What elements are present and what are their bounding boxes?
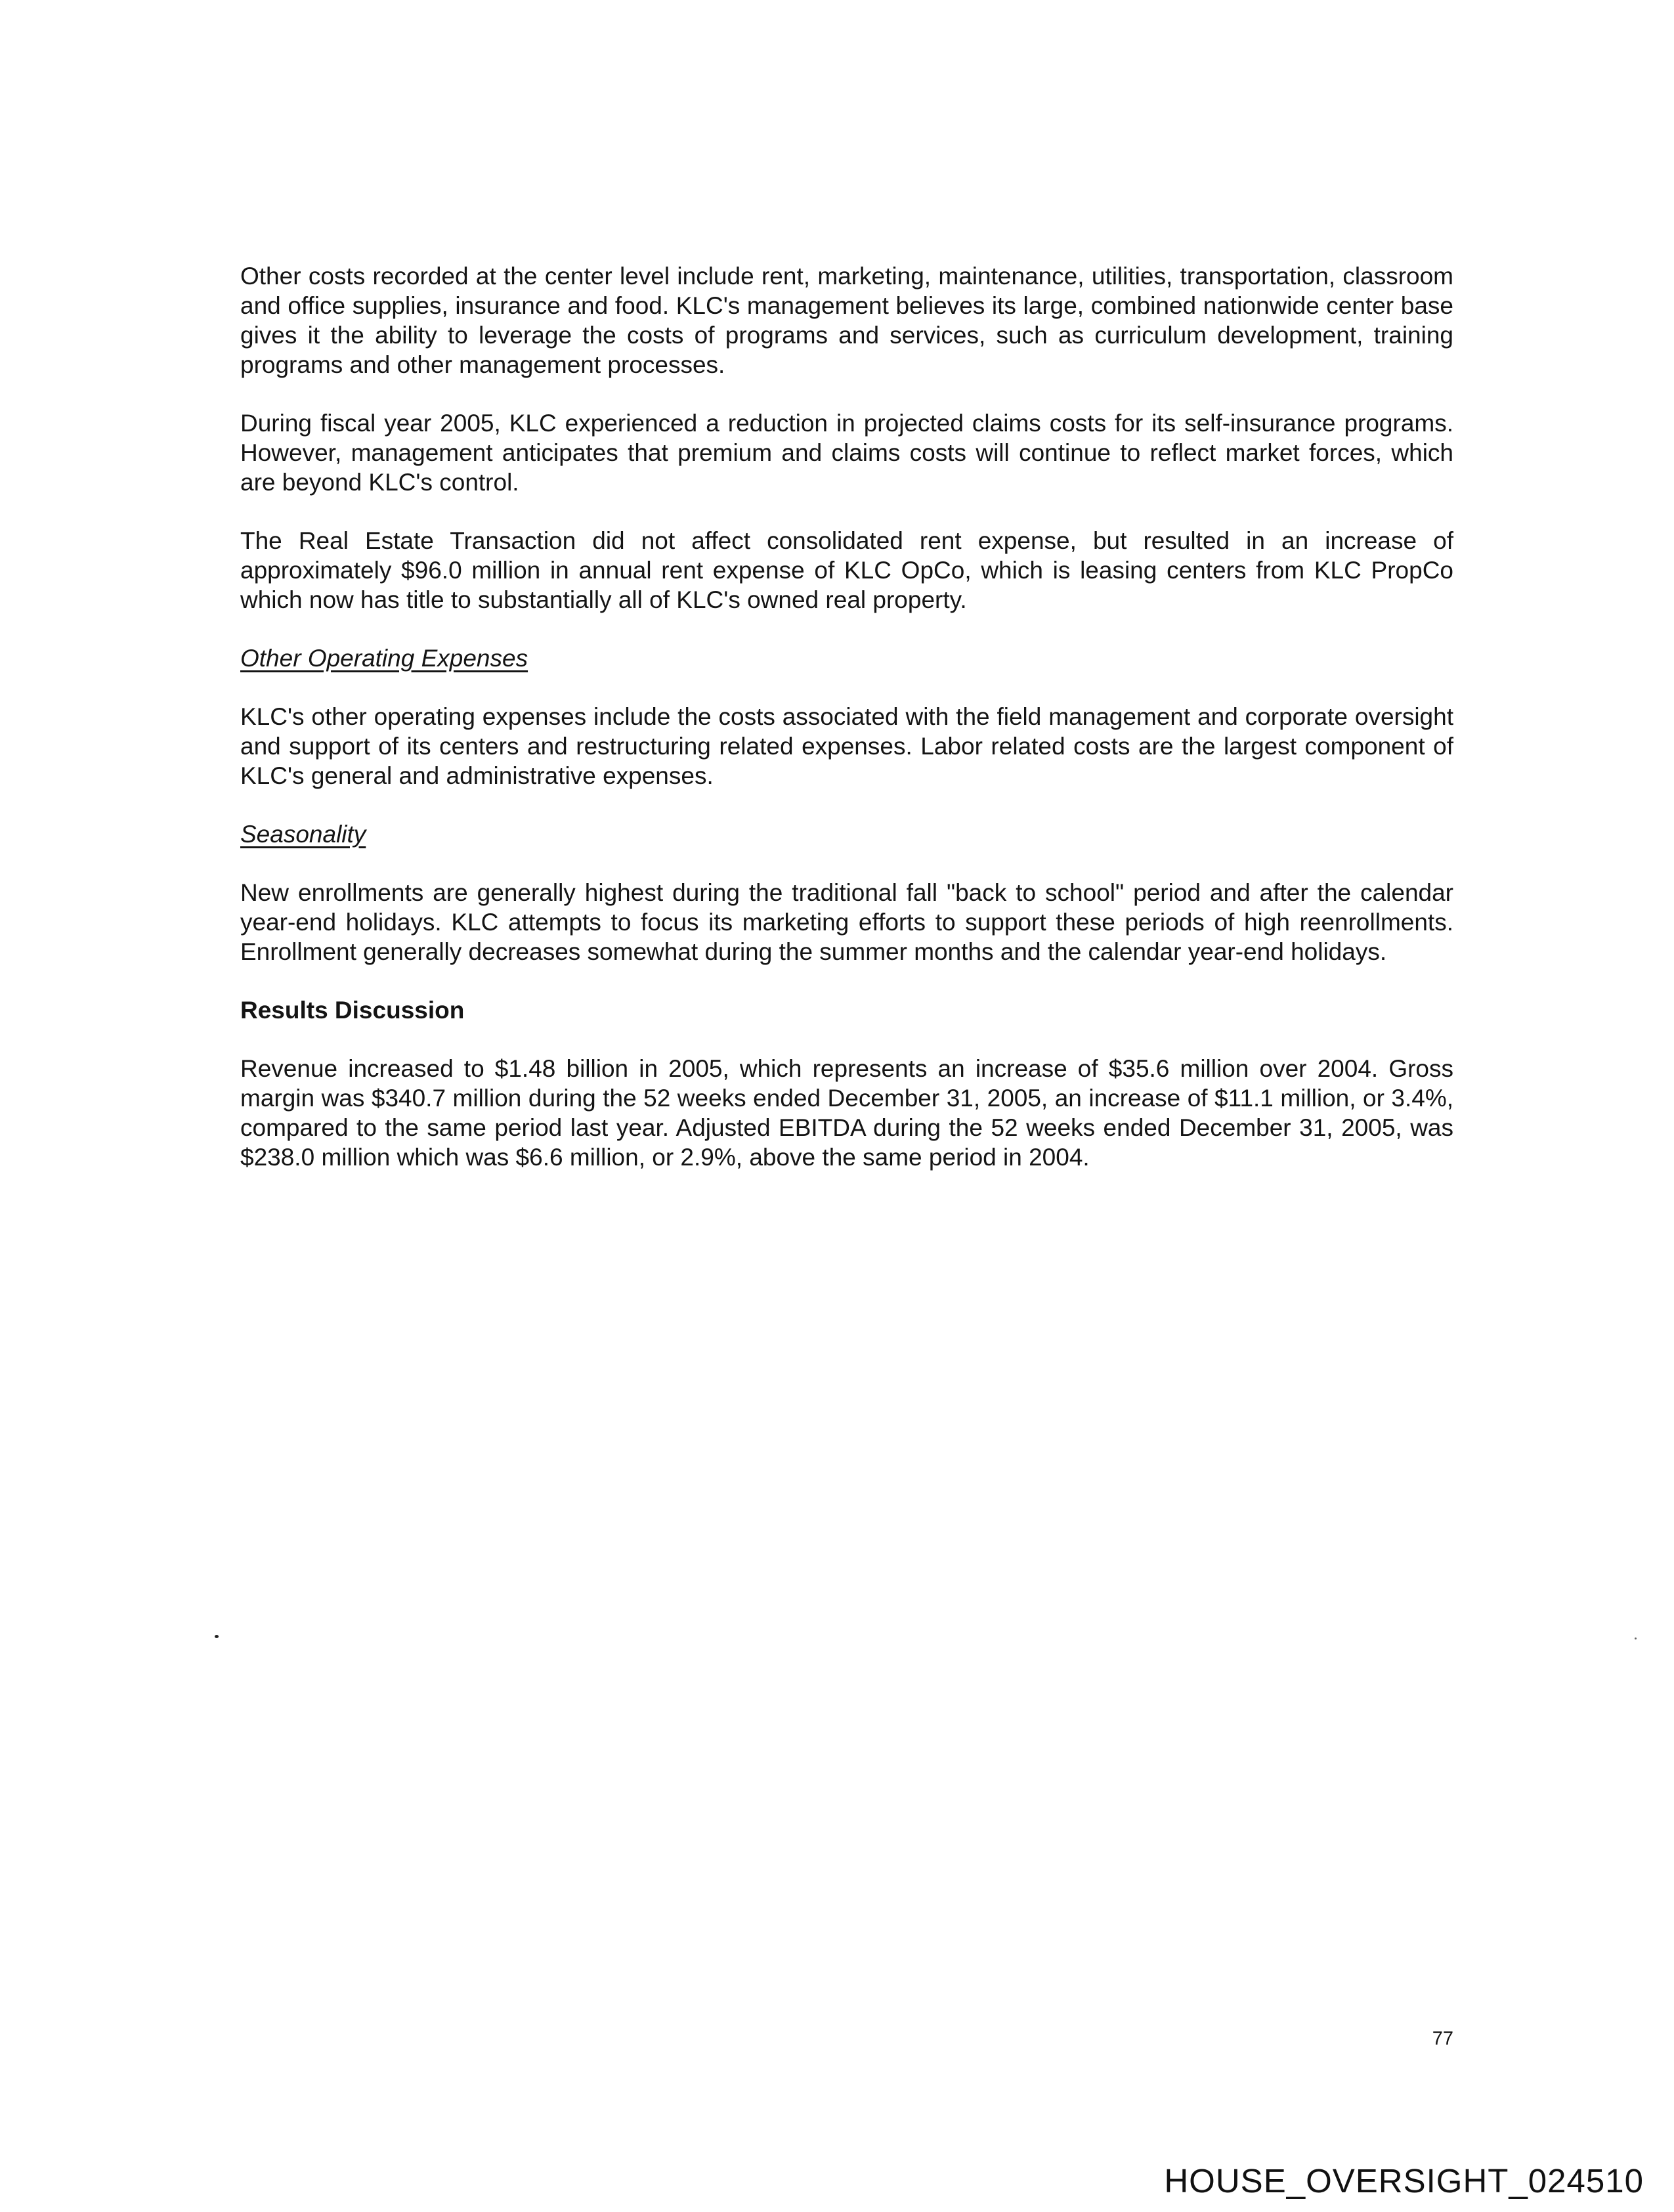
paragraph-seasonality: New enrollments are generally highest during the traditional fall "back to school" period and after the calendar year-end holidays. KLC attempts to focus its marketing efforts to support these periods of high reenrollments. Enrollment generally decreases somewhat during the summer months and the calendar year-end holidays. [240,879,1453,965]
paragraph-other-operating-expenses: KLC's other operating expenses include the costs associated with the field management and corporate oversight and support of its centers and restructuring related expenses. Labor related costs are the largest component of KLC's general and administrative expenses. [240,703,1453,789]
scan-speck [215,1635,219,1638]
paragraph-results-discussion: Revenue increased to $1.48 billion in 2005, which represents an increase of $35.6 million over 2004. Gross margin was $340.7 million during the 52 weeks ended December 31, 2005, an increase of $11.1 million, or 3.4%, compared to the same period last year. Adjusted EBITDA during the 52 weeks ended December 31, 2005, was $238.0 million which was $6.6 million, or 2.9%, above the same period in 2004. [240,1055,1453,1171]
heading-results-discussion: Results Discussion [240,997,465,1024]
paragraph-self-insurance: During fiscal year 2005, KLC experienced a reduction in projected claims costs for its self-insurance programs. However, management anticipates that premium and claims costs will continue to reflect market forces, which are beyond KLC's control. [240,410,1453,496]
paragraph-center-costs: Other costs recorded at the center level include rent, marketing, maintenance, utilities, transportation, classroom and office supplies, insurance and food. KLC's management believes its large, combined nationwide center base gives it the ability to leverage the costs of programs and services, such as curriculum development, training programs and other management processes. [240,263,1453,378]
subheading-seasonality: Seasonality [240,821,366,848]
page-number: 77 [1432,2028,1453,2049]
scan-speck [1635,1637,1637,1639]
bates-number: HOUSE_OVERSIGHT_024510 [1164,2162,1644,2200]
subheading-other-operating-expenses: Other Operating Expenses [240,645,528,672]
document-body [240,261,1453,1201]
paragraph-real-estate-transaction: The Real Estate Transaction did not affect consolidated rent expense, but resulted in an increase of approximately $96.0 million in annual rent expense of KLC OpCo, which is leasing centers from KLC PropCo which now has title to substantially all of KLC's owned real property. [240,527,1453,613]
